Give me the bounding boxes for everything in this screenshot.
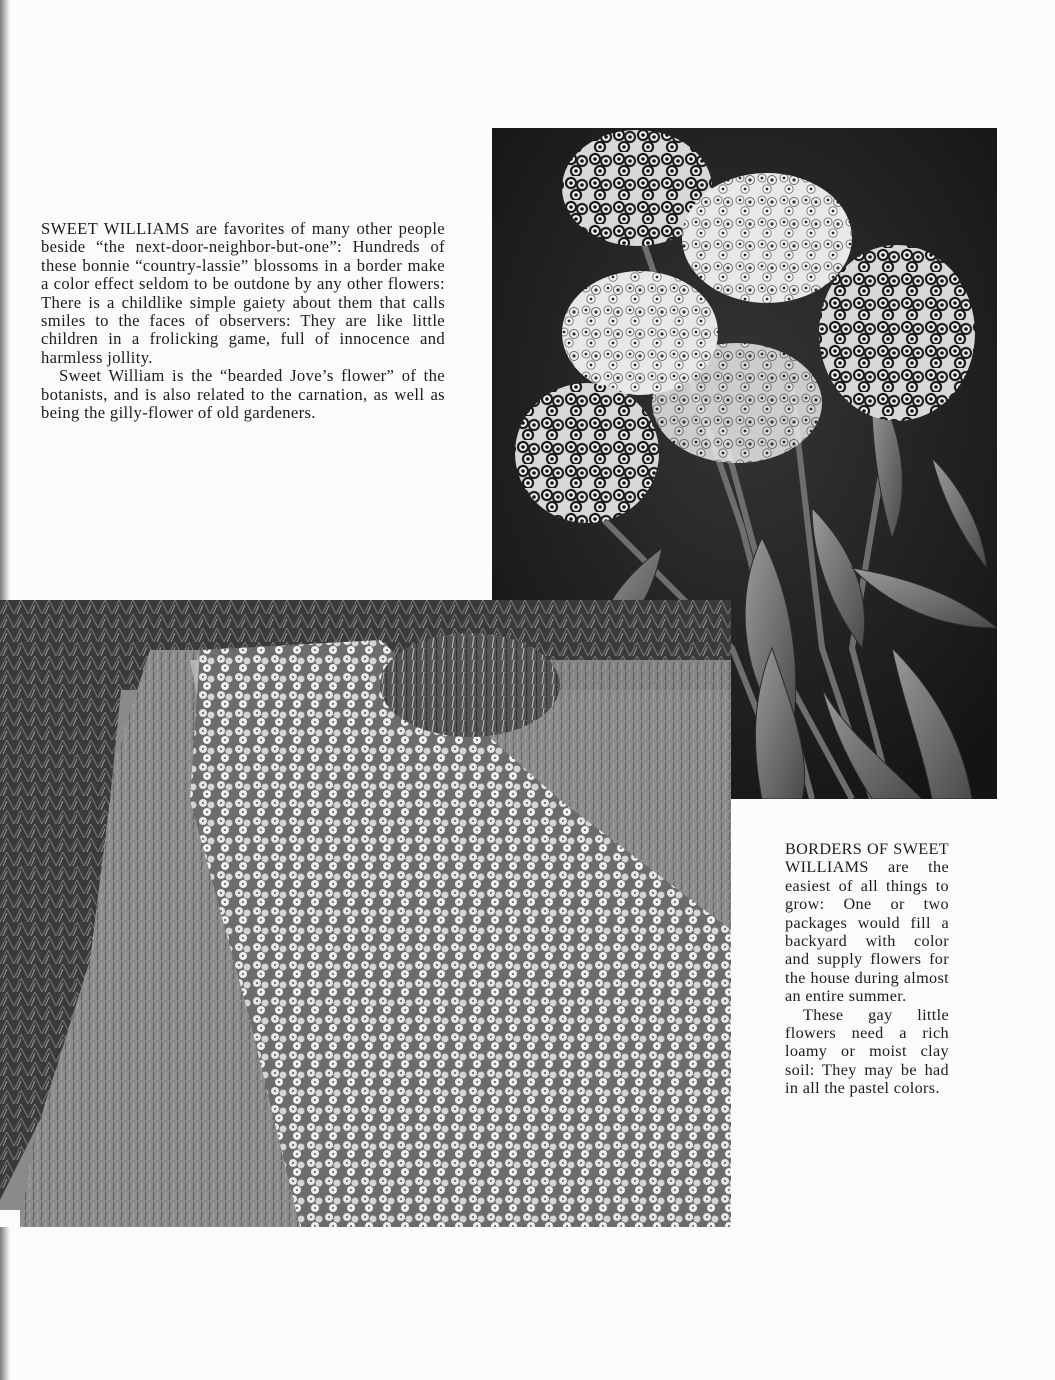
borders-paragraph-1: BORDERS OF SWEET WILLIAMS are the easiest of all things to grow: One or two packages would fill a backyard with color and supply flowers for the house during almost an entire summer. <box>785 840 949 1006</box>
garden-illustration <box>0 600 731 1227</box>
borders-paragraph-2: These gay little flowers need a rich loamy or moist clay soil: They may be had in all the pastel colors. <box>785 1005 949 1098</box>
intro-paragraph-1: SWEET WILLIAMS are favorites of many other people beside “the next-door-neighbor-but-one”: Hundreds of these bonnie “country-lassie” blossoms in a border make a color effect seldom to be outdone by any other flowers: There is a childlike simple gaiety about them that calls smiles to the faces of observers: They are like little children in a frolicking game, full of innocence and harmless jollity. <box>41 219 445 367</box>
garden-border-photo <box>0 600 731 1227</box>
intro-paragraph-2: Sweet William is the “bearded Jove’s flower” of the botanists, and is also related to the carnation, as well as being the gilly-flower of old gardeners. <box>41 366 445 423</box>
borders-caption <box>785 840 949 1098</box>
intro-text <box>41 220 445 422</box>
